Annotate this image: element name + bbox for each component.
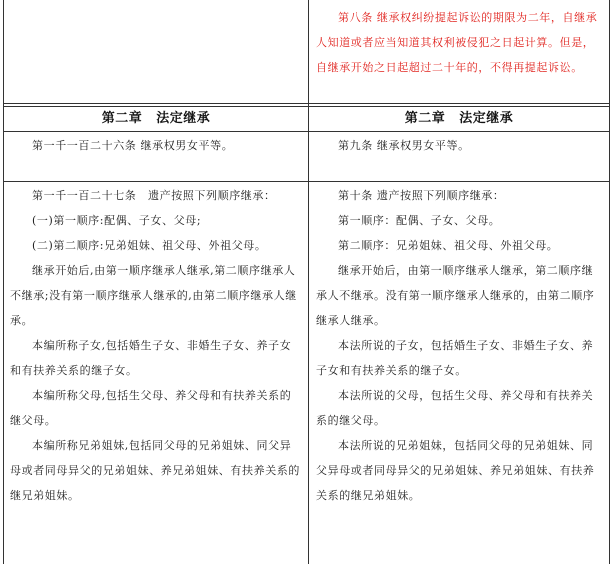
chapter-number: 第二章 xyxy=(101,111,143,126)
comparison-table xyxy=(3,0,610,564)
article-1126-cell xyxy=(10,133,302,158)
paragraph: 本编所称父母,包括生父母、养父母和有扶养关系的继父母。 xyxy=(10,389,292,427)
paragraph: 继承开始后，由第一顺序继承人继承，第二顺序继承人不继承。没有第一顺序继承人继承的，由第二顺序继承人继承。 xyxy=(316,264,595,327)
column-divider xyxy=(308,0,309,564)
article-8-text: 第八条 继承权纠纷提起诉讼的期限为二年，自继承人知道或者应当知道其权利被侵犯之日起计算。但是，自继承开始之日起超过二十年的，不得再提起诉讼。 xyxy=(316,11,598,74)
chapter-title: 法定继承 xyxy=(156,111,211,126)
paragraph: 本法所说的子女，包括婚生子女、非婚生子女、养子女和有扶养关系的继子女。 xyxy=(316,339,594,377)
article-8-cell xyxy=(316,5,602,80)
paragraph: 第一顺序：配偶、子女、父母。 xyxy=(338,214,501,227)
article-9-text: 第九条 继承权男女平等。 xyxy=(338,139,470,152)
article-1126-text: 第一千一百二十六条 继承权男女平等。 xyxy=(32,139,234,152)
paragraph: (一)第一顺序:配偶、子女、父母; xyxy=(32,214,202,227)
paragraph: 本编所称兄弟姐妹,包括同父母的兄弟姐妹、同父异母或者同母异父的兄弟姐妹、养兄弟姐妹、有扶养关系的继兄弟姐妹。 xyxy=(10,439,300,502)
paragraph: 第一千一百二十七条 遗产按照下列顺序继承： xyxy=(32,189,276,202)
row-divider xyxy=(4,181,609,182)
article-1127-cell xyxy=(10,183,302,508)
chapter-number: 第二章 xyxy=(404,111,446,126)
paragraph: 本法所说的兄弟姐妹，包括同父母的兄弟姐妹、同父异母或者同母异父的兄弟姐妹、养兄弟姐妹、有扶养关系的继兄弟姐妹。 xyxy=(316,439,595,502)
paragraph: 继承开始后,由第一顺序继承人继承,第二顺序继承人不继承;没有第一顺序继承人继承的,由第二顺序继承人继承。 xyxy=(10,264,297,327)
paragraph: (二)第二顺序:兄弟姐妹、祖父母、外祖父母。 xyxy=(32,239,267,252)
chapter-title: 法定继承 xyxy=(459,111,514,126)
chapter-header-left xyxy=(4,106,308,132)
row-divider xyxy=(4,103,609,104)
paragraph: 本法所说的父母，包括生父母、养父母和有扶养关系的继父母。 xyxy=(316,389,594,427)
paragraph: 第二顺序：兄弟姐妹、祖父母、外祖父母。 xyxy=(338,239,559,252)
paragraph: 第十条 遗产按照下列顺序继承： xyxy=(338,189,505,202)
chapter-header-right xyxy=(309,106,609,132)
article-10-cell xyxy=(316,183,602,508)
article-9-cell xyxy=(316,133,602,158)
paragraph: 本编所称子女,包括婚生子女、非婚生子女、养子女和有扶养关系的继子女。 xyxy=(10,339,292,377)
